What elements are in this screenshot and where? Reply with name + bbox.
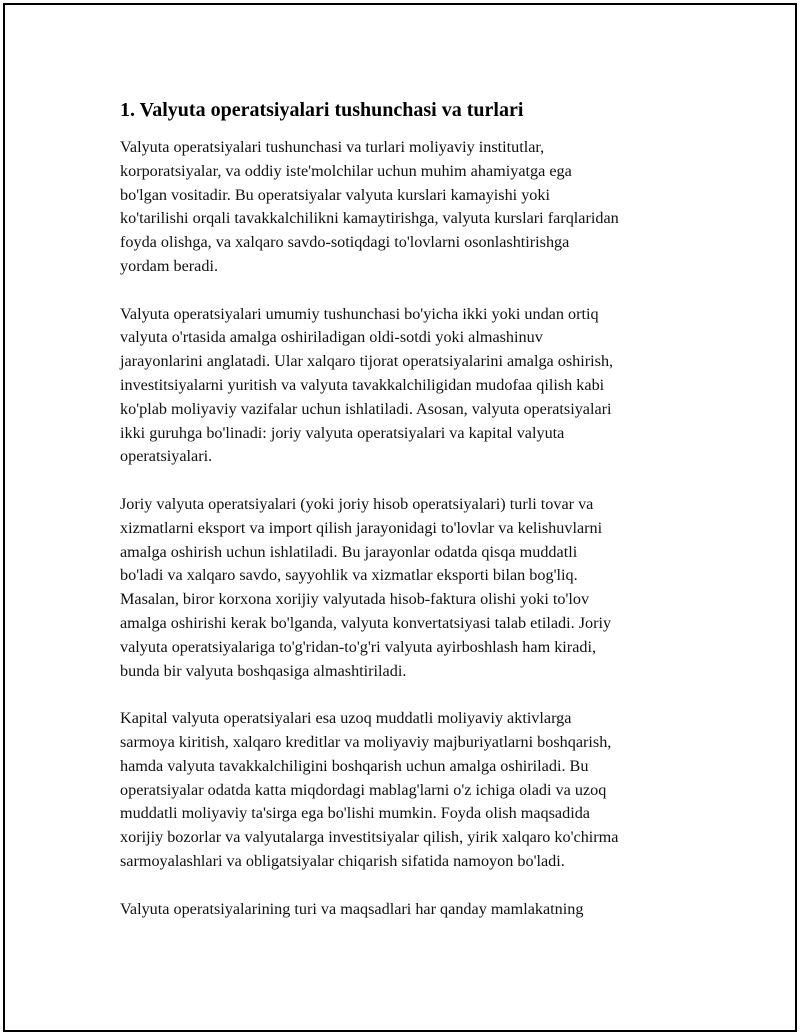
paragraph-5: Valyuta operatsiyalarining turi va maqsadlari har qanday mamlakatning (120, 899, 584, 918)
paragraph-4: Kapital valyuta operatsiyalari esa uzoq muddatli moliyaviy aktivlarga sarmoya kiritish, xalqaro kreditlar va moliyaviy majburiyatlarni boshqarish, hamda valyuta tavakkalchiligini boshqarish uchun amalga oshiriladi. Bu operatsiyalar odatda katta miqdordagi mablag'larni o'z ichiga oladi va uzoq muddatli moliyaviy ta'sirga ega bo'lishi mumkin. Foyda olish maqsadida xorijiy bozorlar va valyutalarga investitsiyalar qilish, yirik xalqaro ko'chirma sarmoyalashlari va obligatsiyalar chiqarish sifatida namoyon bo'ladi. (120, 709, 619, 870)
document-body (120, 98, 700, 945)
paragraph-2: Valyuta operatsiyalari umumiy tushunchasi bo'yicha ikki yoki undan ortiq valyuta o'rtasida amalga oshiriladigan oldi-sotdi yoki almashinuv jarayonlarini anglatadi. Ular xalqaro tijorat operatsiyalarini amalga oshirish, investitsiyalarni yuritish va valyuta tavakkalchiligidan mudofaa qilish kabi ko'plab moliyaviy vazifalar uchun ishlatiladi. Asosan, valyuta operatsiyalari ikki guruhga bo'linadi: joriy valyuta operatsiyalari va kapital valyuta operatsiyalari. (120, 304, 614, 466)
document-page (3, 3, 797, 1032)
paragraph-3: Joriy valyuta operatsiyalari (yoki joriy hisob operatsiyalari) turli tovar va xizmatlarni eksport va import qilish jarayonidagi to'lovlar va kelishuvlarni amalga oshirish uchun ishlatiladi. Bu jarayonlar odatda qisqa muddatli bo'ladi va xalqaro savdo, sayyohlik va xizmatlar eksporti bilan bog'liq. Masalan, biror korxona xorijiy valyutada hisob-faktura olishi yoki to'lov amalga oshirishi kerak bo'lganda, valyuta konvertatsiyasi talab etiladi. Joriy valyuta operatsiyalariga to'g'ridan-to'g'ri valyuta ayirboshlash ham kiradi, bunda bir valyuta boshqasiga almashtiriladi. (120, 494, 612, 680)
section-heading: 1. Valyuta operatsiyalari tushunchasi va turlari (120, 99, 524, 121)
paragraph-1: Valyuta operatsiyalari tushunchasi va turlari moliyaviy institutlar, korporatsiyalar, va oddiy iste'molchilar uchun muhim ahamiyatga ega bo'lgan vositadir. Bu operatsiyalar valyuta kurslari kamayishi yoki ko'tarilishi orqali tavakkalchilikni kamaytirishga, valyuta kurslari farqlaridan foyda olishga, va xalqaro savdo-sotiqdagi to'lovlarni osonlashtirishga yordam beradi. (120, 138, 619, 275)
